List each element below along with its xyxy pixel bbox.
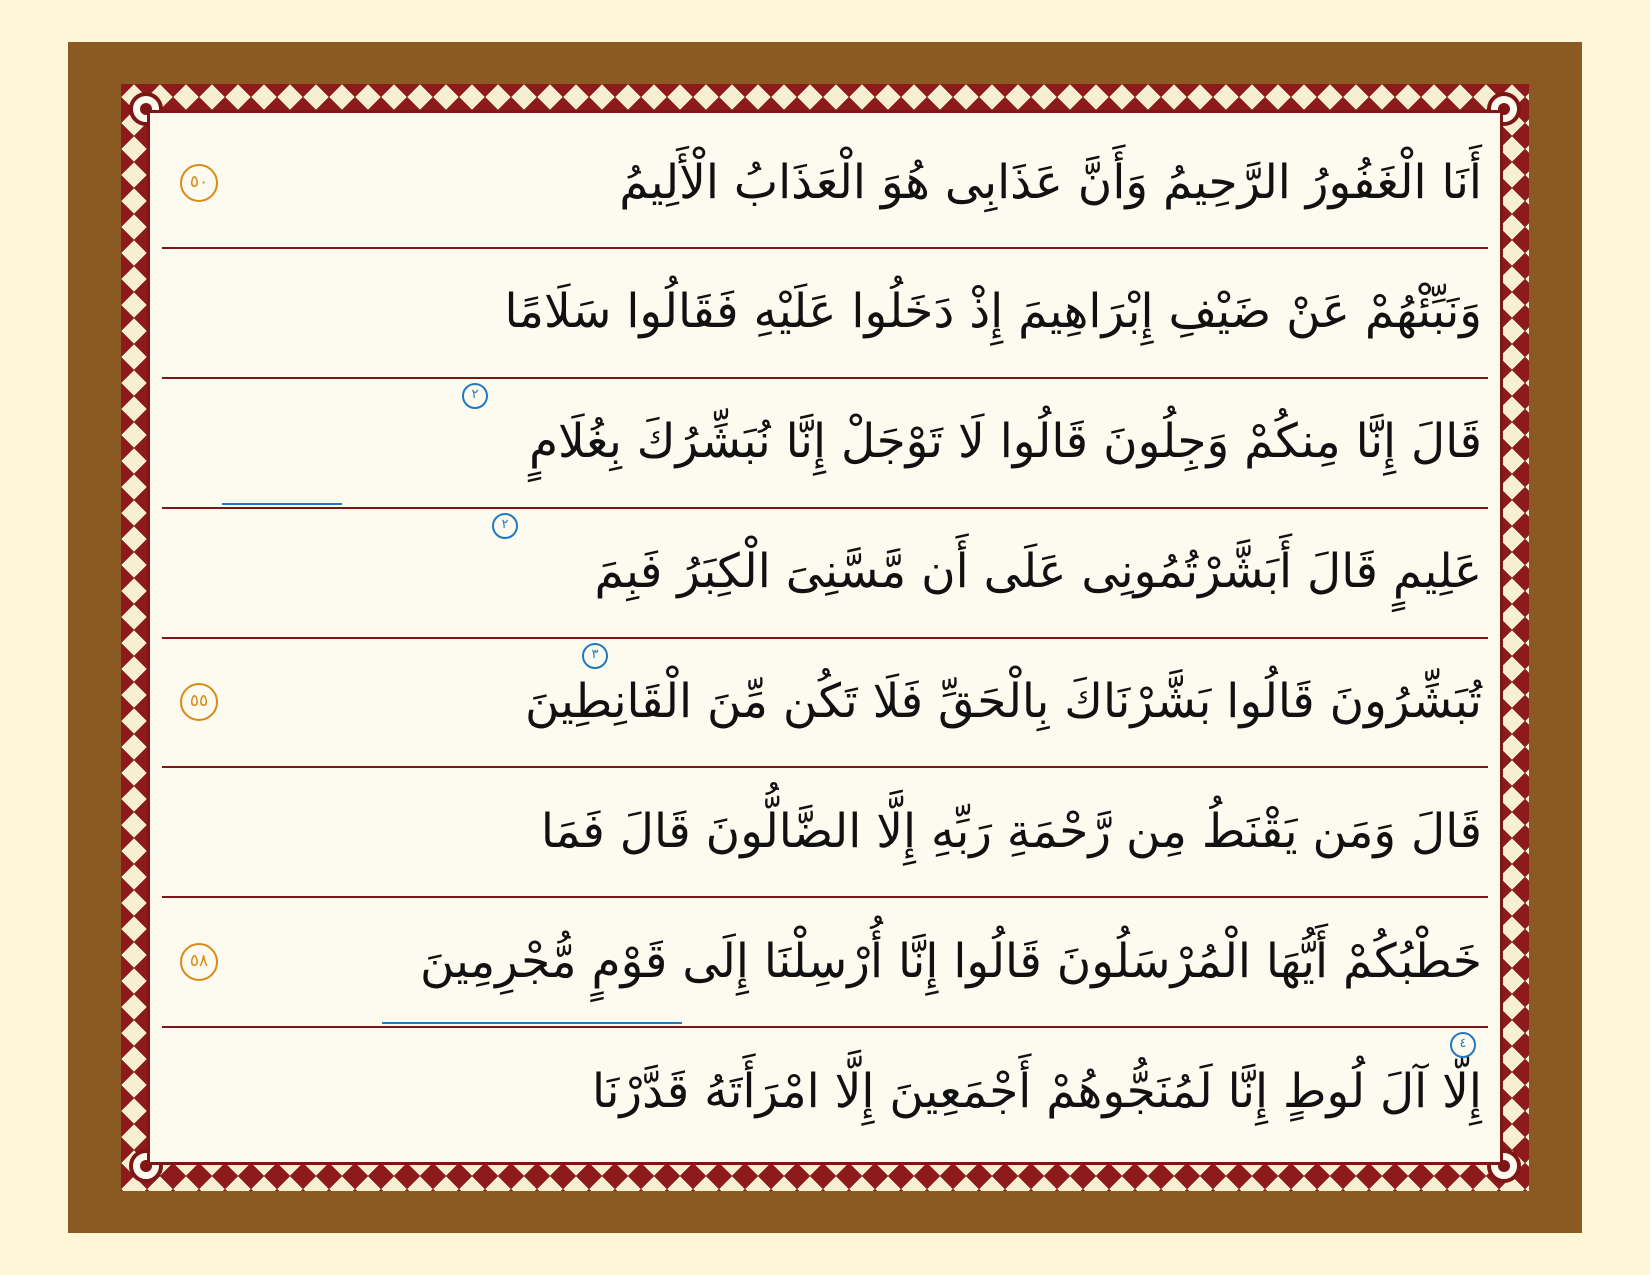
pause-mark-2b: ٢	[492, 513, 518, 539]
blue-underline	[222, 503, 342, 505]
tan-frame	[121, 84, 1529, 1191]
quran-line-5-text: تُبَشِّرُونَ قَالُوا بَشَّرْنَاكَ بِالْحَقِّ فَلَا تَكُن مِّنَ الْقَانِطِينَ	[524, 674, 1482, 729]
quran-line-6-text: قَالَ وَمَن يَقْنَطُ مِن رَّحْمَةِ رَبِّهِ إِلَّا الضَّالُّونَ قَالَ فَمَا	[540, 803, 1482, 859]
quran-line-4	[162, 509, 1488, 639]
ayah-number-50: ٥٠	[180, 164, 218, 202]
text-panel	[147, 110, 1503, 1165]
quran-line-4-text: عَلِيمٍ قَالَ أَبَشَّرْتُمُونِى عَلَى أَن مَّسَّنِىَ الْكِبَرُ فَبِمَ	[594, 544, 1482, 600]
quran-line-3-text: قَالَ إِنَّا مِنكُمْ وَجِلُونَ قَالُوا لَا تَوْجَلْ إِنَّا نُبَشِّرُكَ بِغُلَامٍ	[528, 414, 1482, 470]
quran-line-7	[162, 898, 1488, 1028]
quran-line-2-text: وَنَبِّئْهُمْ عَنْ ضَيْفِ إِبْرَاهِيمَ إِذْ دَخَلُوا عَلَيْهِ فَقَالُوا سَلَامًا	[504, 284, 1482, 340]
quran-line-3	[162, 379, 1488, 509]
quran-line-6	[162, 768, 1488, 898]
pause-mark-4: ٤	[1450, 1032, 1476, 1058]
quran-line-7-text: خَطْبُكُمْ أَيُّهَا الْمُرْسَلُونَ قَالُوا إِنَّا أُرْسِلْنَا إِلَى قَوْمٍ مُّجْرِمِينَ	[420, 933, 1482, 989]
pause-mark-3: ٣	[582, 643, 608, 669]
outer-brown-frame	[68, 42, 1582, 1233]
pause-mark-2: ٢	[462, 383, 488, 409]
blue-underline-2	[382, 1022, 682, 1024]
quran-line-8	[162, 1028, 1488, 1156]
quran-line-1	[162, 119, 1488, 249]
ayah-number-58: ٥٨	[180, 943, 218, 981]
ayah-number-55: ٥٥	[180, 683, 218, 721]
quran-line-8-text: إِلَّا آلَ لُوطٍ إِنَّا لَمُنَجُّوهُمْ أَجْمَعِينَ إِلَّا امْرَأَتَهُ قَدَّرْنَا	[592, 1063, 1482, 1119]
quran-text-area	[150, 113, 1500, 1162]
quran-line-5	[162, 639, 1488, 769]
quran-line-1-text: أَنَا الْغَفُورُ الرَّحِيمُ وَأَنَّ عَذَابِى هُوَ الْعَذَابُ الْأَلِيمُ	[619, 154, 1482, 210]
quran-line-2	[162, 249, 1488, 379]
